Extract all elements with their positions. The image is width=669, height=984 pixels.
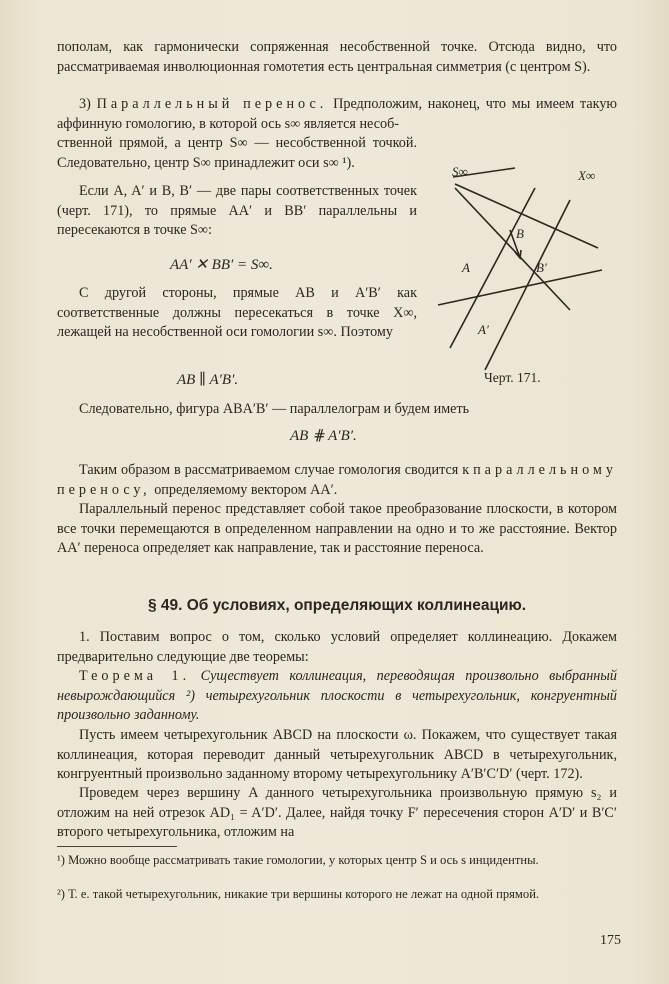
paragraph-2-continued: ственной прямой, а центр S∞ — несобственной точкой. Следовательно, центр S∞ принадлежит оси s∞ ¹).: [57, 135, 417, 171]
label-a-prime: A′: [478, 322, 489, 337]
figure-171: [430, 160, 630, 380]
figure-line-diagonal: [455, 188, 570, 310]
paragraph-10: Проведем через вершину A данного четырехугольника произвольную прямую s₂ и отложим на ней отрезок AD₁ = A′D′. Далее, найдя точку F′ пересечения сторон A′D′ и B′C′ второго четырехугольника, отложим на: [57, 785, 617, 840]
theorem-text: Существует коллинеация, переводящая произвольно выбранный невырождающийся ²) четырехугольник плоскости в четырехугольник, конгруентный произвольно заданному.: [57, 668, 617, 723]
label-a: A: [462, 260, 470, 275]
label-x-inf: X∞: [578, 168, 596, 183]
footnote-2: ²) Т. е. такой четырехугольник, никакие три вершины которого не лежат на одной прямой.: [57, 887, 540, 901]
section-heading: § 49. Об условиях, определяющих коллинеацию.: [147, 597, 527, 614]
label-b-prime: B′: [536, 260, 547, 275]
paragraph-6-end: определяемому вектором AA′.: [154, 481, 338, 498]
page-number: 175: [600, 933, 621, 948]
paragraph-3: Если A, A′ и B, B′ — две пары соответственных точек (черт. 171), то прямые AA′ и BB′ параллельны и пересекаются в точке S∞:: [57, 183, 417, 238]
paragraph-2: [57, 95, 617, 134]
paragraph-6-start: Таким образом в рассматриваемом случае гомология сводится к: [79, 462, 470, 478]
paragraph-2-text: Предположим, наконец, что мы имеем такую аффинную гомологию, в которой ось s∞ является несоб-: [57, 96, 618, 132]
item-heading: Параллельный перенос.: [96, 96, 328, 112]
paragraph-1: пополам, как гармонически сопряженная несобственной точке. Отсюда видно, что рассматриваемая инволюционная гомотетия есть центральная симметрия (с центром S).: [57, 39, 617, 75]
figure-line-x-direction: [455, 184, 598, 248]
theorem-1: [57, 667, 617, 726]
formula-3: AB ⋕ A′B′.: [290, 428, 357, 444]
paragraph-4: С другой стороны, прямые AB и A′B′ как соответственные должны пересекаться в точке X∞, лежащей на несобственной оси гомологии s∞. Поэтому: [57, 285, 417, 340]
paragraph-7: Параллельный перенос представляет собой такое преобразование плоскости, в котором все точки перемещаются в определенном направлении на одно и то же расстояние. Вектор AA′ переноса определяет как направление, так и расстояние переноса.: [57, 501, 617, 556]
paragraph-6: [57, 461, 617, 500]
theorem-label: Теорема 1.: [79, 668, 191, 684]
paragraph-9: Пусть имеем четырехугольник ABCD на плоскости ω. Покажем, что существует такая коллинеация, которая переводит данный четырехугольник ABCD в четырехугольник, конгруентный произвольно заданному второму четырехугольнику A′B′C′D′ (черт. 172).: [57, 727, 617, 782]
term-parallel-translation: параллельному переносу,: [57, 462, 617, 498]
formula-2: AB ∥ A′B′.: [177, 372, 239, 388]
figure-caption: Черт. 171.: [484, 370, 541, 385]
paragraph-5: Следовательно, фигура ABA′B′ — параллелограм и будем иметь: [79, 401, 470, 417]
paragraph-8: 1. Поставим вопрос о том, сколько условий определяет коллинеацию. Докажем предварительно следующие две теоремы:: [57, 629, 617, 665]
item-number: 3): [79, 96, 91, 112]
footnote-divider: [57, 846, 177, 847]
label-s-inf: S∞: [452, 164, 468, 179]
label-b: B: [516, 226, 524, 241]
figure-line-a-b-prime: [485, 200, 570, 370]
footnote-1: ¹) Можно вообще рассматривать такие гомологии, у которых центр S и ось s инцидентны.: [57, 853, 539, 867]
formula-1: AA′ ✕ BB′ = S∞.: [170, 257, 273, 273]
